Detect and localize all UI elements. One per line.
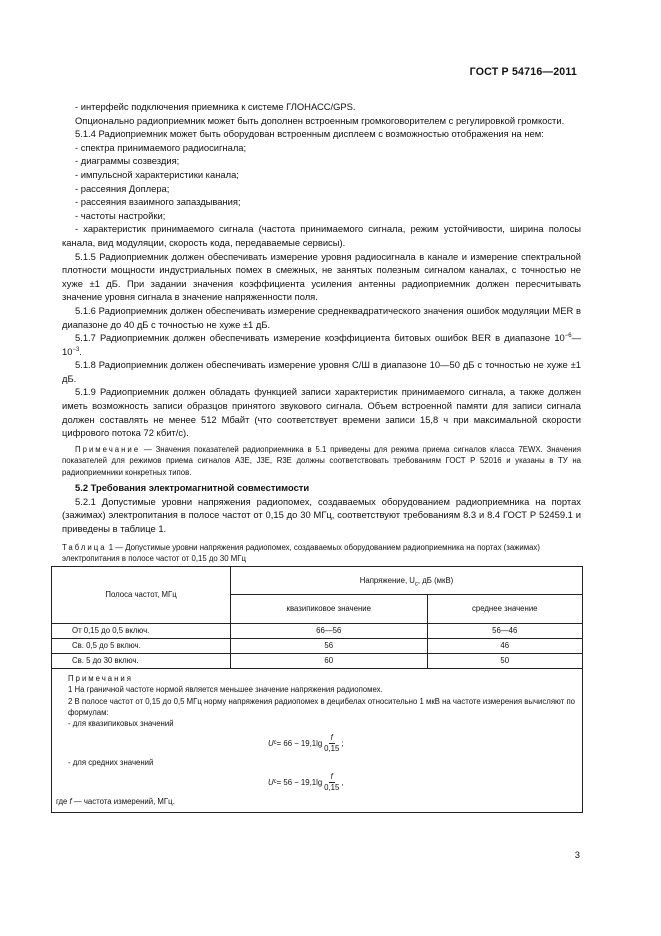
paragraph: Опционально радиоприемник может быть дополнен встроенным громкоговорителем с регулировкой громкости. [75, 114, 565, 126]
paragraph-5-1-9: 5.1.9 Радиоприемник должен обладать функцией записи характеристик принимаемого сигнала, а также должен иметь возможность записи образцов принятого звукового сигнала. Объем встроенной памяти для записи сигнала должен составлять не менее 512 Мбайт (что соответствует времени записи 15,8 ч при максимальной скорости цифрового потока 72 кбит/с). [62, 386, 581, 439]
exponent: −3 [72, 346, 80, 353]
cell-band: Св. 0,5 до 5 включ. [52, 639, 231, 654]
table-caption [62, 543, 581, 564]
paragraph: - интерфейс подключения приемника к системе ГЛОНАСС/GPS. [75, 101, 356, 112]
paragraph-5-1-4: 5.1.4 Радиоприемник может быть оборудован встроенным дисплеем с возможностью отображения на нем: [75, 128, 544, 140]
list-item: - импульсной характеристики канала; [75, 168, 239, 180]
list-item: - рассеяния Доплера; [75, 182, 170, 194]
header-voltage-text: Напряжение, U [359, 575, 415, 585]
fraction-denominator: 0,15 [324, 743, 340, 753]
page-number: 3 [574, 849, 580, 860]
table-row [52, 654, 583, 669]
quasi-peak-label: - для квазипиковых значений [68, 719, 174, 729]
legend-text: где [56, 797, 70, 807]
formula-var: U [268, 738, 274, 748]
table-caption-text: 1 — Допустимые уровни напряжения радиопомех, создаваемых оборудованием радиоприемника на портах (зажимах) электропитания в полосе частот от 0,15 до 30 МГц [62, 543, 540, 563]
formula-tail: , [341, 777, 344, 787]
cell-band: Св. 5 до 30 включ. [52, 654, 231, 669]
header-quasi-peak: квазипиковое значение [231, 595, 428, 624]
table-caption-label: Таблица [62, 543, 107, 553]
cell-avg: 50 [427, 654, 582, 669]
list-item: - частоты настройки; [75, 209, 166, 221]
notes-label: Примечания [68, 674, 134, 684]
header-band: Полоса частот, МГц [52, 567, 231, 624]
paragraph-text: . [79, 345, 82, 357]
cell-qp: 60 [231, 654, 428, 669]
paragraph-5-2-1: 5.2.1 Допустимые уровни напряжения радиопомех, создаваемых оборудованием радиоприемника на портах (зажимах) электропитания в полосе частот от 0,15 до 30 МГц, соответствуют требованиям 8.3 и 8.4 ГОСТ Р 52459.1 и приведены в таблице 1. [62, 495, 581, 534]
document-body [56, 100, 581, 813]
table-note-1: 1 На граничной частоте нормой является меньшее значение напряжения радиопомех. [68, 685, 383, 695]
paragraph-text: 5.1.7 Радиоприемник должен обеспечивать измерение коэффициента битовых ошибок BER в диапазоне 10 [75, 332, 565, 344]
formula-rhs: = 56 − 19,1lg [276, 777, 323, 787]
paragraph-text: —10 [62, 332, 581, 357]
paragraph-5-1-5: 5.1.5 Радиоприемник должен обеспечивать измерение уровня радиосигнала в канале и измерение спектральной плотности мощности индустриальных помех в смежных, не занятых полезным сигналом каналах, с точностью не хуже ±1 дБ. При задании значения коэффициента усиления антенны радиоприемник должен пересчитывать значение уровня сигнала в значение напряженности поля. [62, 250, 581, 303]
fraction [324, 733, 339, 754]
table-1 [51, 566, 583, 812]
exponent: −6 [564, 332, 572, 339]
cell-avg: 56—46 [427, 624, 582, 639]
note-label: Примечание [75, 444, 141, 454]
formula-legend [56, 796, 578, 807]
document-header: ГОСТ Р 54716—2011 [469, 66, 577, 78]
paragraph-5-1-6: 5.1.6 Радиоприемник должен обеспечивать измерение среднеквадратического значения ошибок модуляции MER в диапазоне до 40 дБ с точностью не хуже ±1 дБ. [62, 304, 581, 330]
cell-band: От 0,15 до 0,5 включ. [52, 624, 231, 639]
cell-qp: 66—56 [231, 624, 428, 639]
cell-avg: 46 [427, 639, 582, 654]
fraction-numerator: f [330, 771, 333, 781]
formula-rhs: = 66 − 19,1lg [276, 738, 323, 748]
subscript: c [414, 581, 418, 588]
list-item: - рассеяния взаимного запаздывания; [75, 196, 241, 208]
table-note-2: 2 В полосе частот от 0,15 до 0,5 МГц норму напряжения радиопомех в децибелах относительно 1 мкВ на частоте измерения вычисляют по формулам: [68, 696, 576, 717]
table-notes [52, 669, 583, 812]
section-heading: 5.2 Требования электромагнитной совместимости [75, 482, 310, 494]
formula-var: U [268, 777, 274, 787]
fraction-denominator: 0,15 [324, 782, 340, 792]
header-average: среднее значение [427, 595, 582, 624]
table-row [52, 624, 583, 639]
fraction-numerator: f [330, 732, 333, 742]
header-voltage [231, 567, 583, 595]
list-item: - диаграммы созвездия; [75, 155, 180, 167]
fraction [324, 772, 339, 793]
list-item: - характеристик принимаемого сигнала (частота принимаемого сигнала, режим устойчивости, ширина полосы канала, вид модуляции, скорость кода, передаваемые сервисы). [62, 223, 581, 248]
formula-average: U c = 56 − 19,1lg $\frac{f}{0,15}$ , [268, 771, 344, 792]
list-item: - спектра принимаемого радиосигнала; [75, 141, 247, 153]
header-voltage-unit: , дБ (мкВ) [417, 575, 454, 585]
paragraph-5-1-8: 5.1.8 Радиоприемник должен обеспечивать измерение уровня С/Ш в диапазоне 10—50 дБ с точностью не хуже ±1 дБ. [62, 359, 581, 384]
note-text: — Значения показателей радиоприемника в 5.1 приведены для режима приема сигналов класса 7EWX. Значения показателей для режимов приема сигналов A3E, J3E, R3E должны соответствовать требованиям ГОСТ Р 52016 и указаны в ТУ на радиоприемники конкретных типов. [62, 444, 581, 477]
formula-quasi-peak: U c = 66 − 19,1lg $\frac{f}{0,15}$ ; [268, 732, 344, 753]
formula-tail: ; [341, 738, 344, 748]
note [62, 444, 581, 478]
legend-text: — частота измерений, МГц. [71, 797, 175, 807]
paragraph-5-1-7 [62, 331, 581, 358]
average-label: - для средних значений [68, 758, 154, 768]
legend-var: f [69, 797, 72, 807]
table-row [52, 639, 583, 654]
cell-qp: 56 [231, 639, 428, 654]
